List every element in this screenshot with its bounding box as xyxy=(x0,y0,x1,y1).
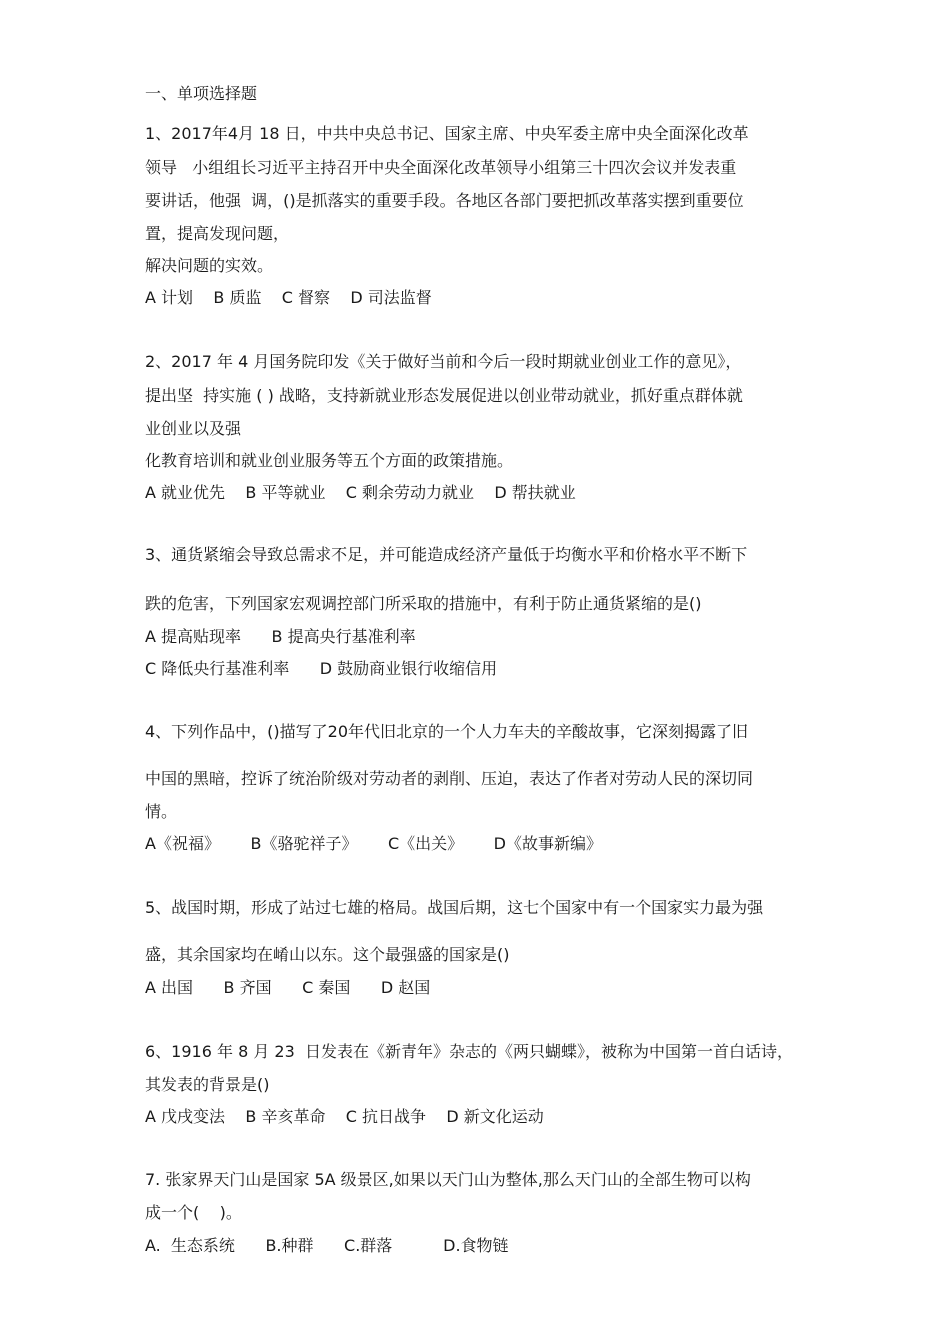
q2-line3: 业创业以及强 xyxy=(145,419,242,438)
q2-line4: 化教育培训和就业创业服务等五个方面的政策措施。 xyxy=(145,451,514,470)
q3-line1: 3、通货紧缩会导致总需求不足，并可能造成经济产量低于均衡水平和价格水平不断下 xyxy=(145,545,748,564)
q5-line2: 盛，其余国家均在崤山以东。这个最强盛的国家是() xyxy=(145,945,510,964)
q1-line2: 领导 小组组长习近平主持召开中央全面深化改革领导小组第三十四次会议并发表重 xyxy=(145,158,737,177)
q3-options-2: C 降低央行基准利率 D 鼓励商业银行收缩信用 xyxy=(145,659,498,678)
q1-line1: 1、2017年4月 18 日，中共中央总书记、国家主席、中央军委主席中央全面深化改革 xyxy=(145,124,749,143)
header-fragment xyxy=(145,84,275,109)
q6-options: A 戊戌变法 B 辛亥革命 C 抗日战争 D 新文化运动 xyxy=(145,1107,544,1126)
q5-line1: 5、战国时期，形成了站过七雄的格局。战国后期，这七个国家中有一个国家实力最为强 xyxy=(145,898,764,917)
q7-options: A. 生态系统 B.种群 C.群落 D.食物链 xyxy=(145,1236,509,1255)
q1-line4: 置，提高发现问题， xyxy=(145,224,290,243)
q1-options: A 计划 B 质监 C 督察 D 司法监督 xyxy=(145,288,432,307)
header-fragment-text: 一、单项选择题 xyxy=(145,84,258,103)
q3-line2: 跌的危害，下列国家宏观调控部门所采取的措施中，有利于防止通货紧缩的是() xyxy=(145,594,702,613)
q6-line1: 6、1916 年 8 月 23 日发表在《新青年》杂志的《两只蝴蝶》，被称为中国第一首白话诗， xyxy=(145,1042,793,1061)
q4-line1: 4、下列作品中，()描写了20年代旧北京的一个人力车夫的辛酸故事，它深刻揭露了旧 xyxy=(145,722,749,741)
q7-line2: 成一个( )。 xyxy=(145,1203,242,1222)
q4-line3: 情。 xyxy=(145,802,178,821)
q4-line2: 中国的黑暗，控诉了统治阶级对劳动者的剥削、压迫，表达了作者对劳动人民的深切同 xyxy=(145,769,754,788)
q2-line1: 2、2017 年 4 月国务院印发《关于做好当前和今后一段时期就业创业工作的意见》， xyxy=(145,352,742,371)
q2-line2: 提出坚 持实施 ( ) 战略，支持新就业形态发展促进以创业带动就业，抓好重点群体就 xyxy=(145,386,743,405)
q6-line2: 其发表的背景是() xyxy=(145,1075,270,1094)
q1-line3: 要讲话，他强 调，()是抓落实的重要手段。各地区各部门要把抓改革落实摆到重要位 xyxy=(145,191,744,210)
q1-line5: 解决问题的实效。 xyxy=(145,256,274,275)
q7-line1: 7. 张家界天门山是国家 5A 级景区,如果以天门山为整体,那么天门山的全部生物可以构 xyxy=(145,1170,751,1189)
q3-options-1: A 提高贴现率 B 提高央行基准利率 xyxy=(145,627,416,646)
q5-options: A 出国 B 齐国 C 秦国 D 赵国 xyxy=(145,978,431,997)
q4-options: A《祝福》 B《骆驼祥子》 C《出关》 D《故事新编》 xyxy=(145,834,602,853)
q2-options: A 就业优先 B 平等就业 C 剩余劳动力就业 D 帮扶就业 xyxy=(145,483,576,502)
